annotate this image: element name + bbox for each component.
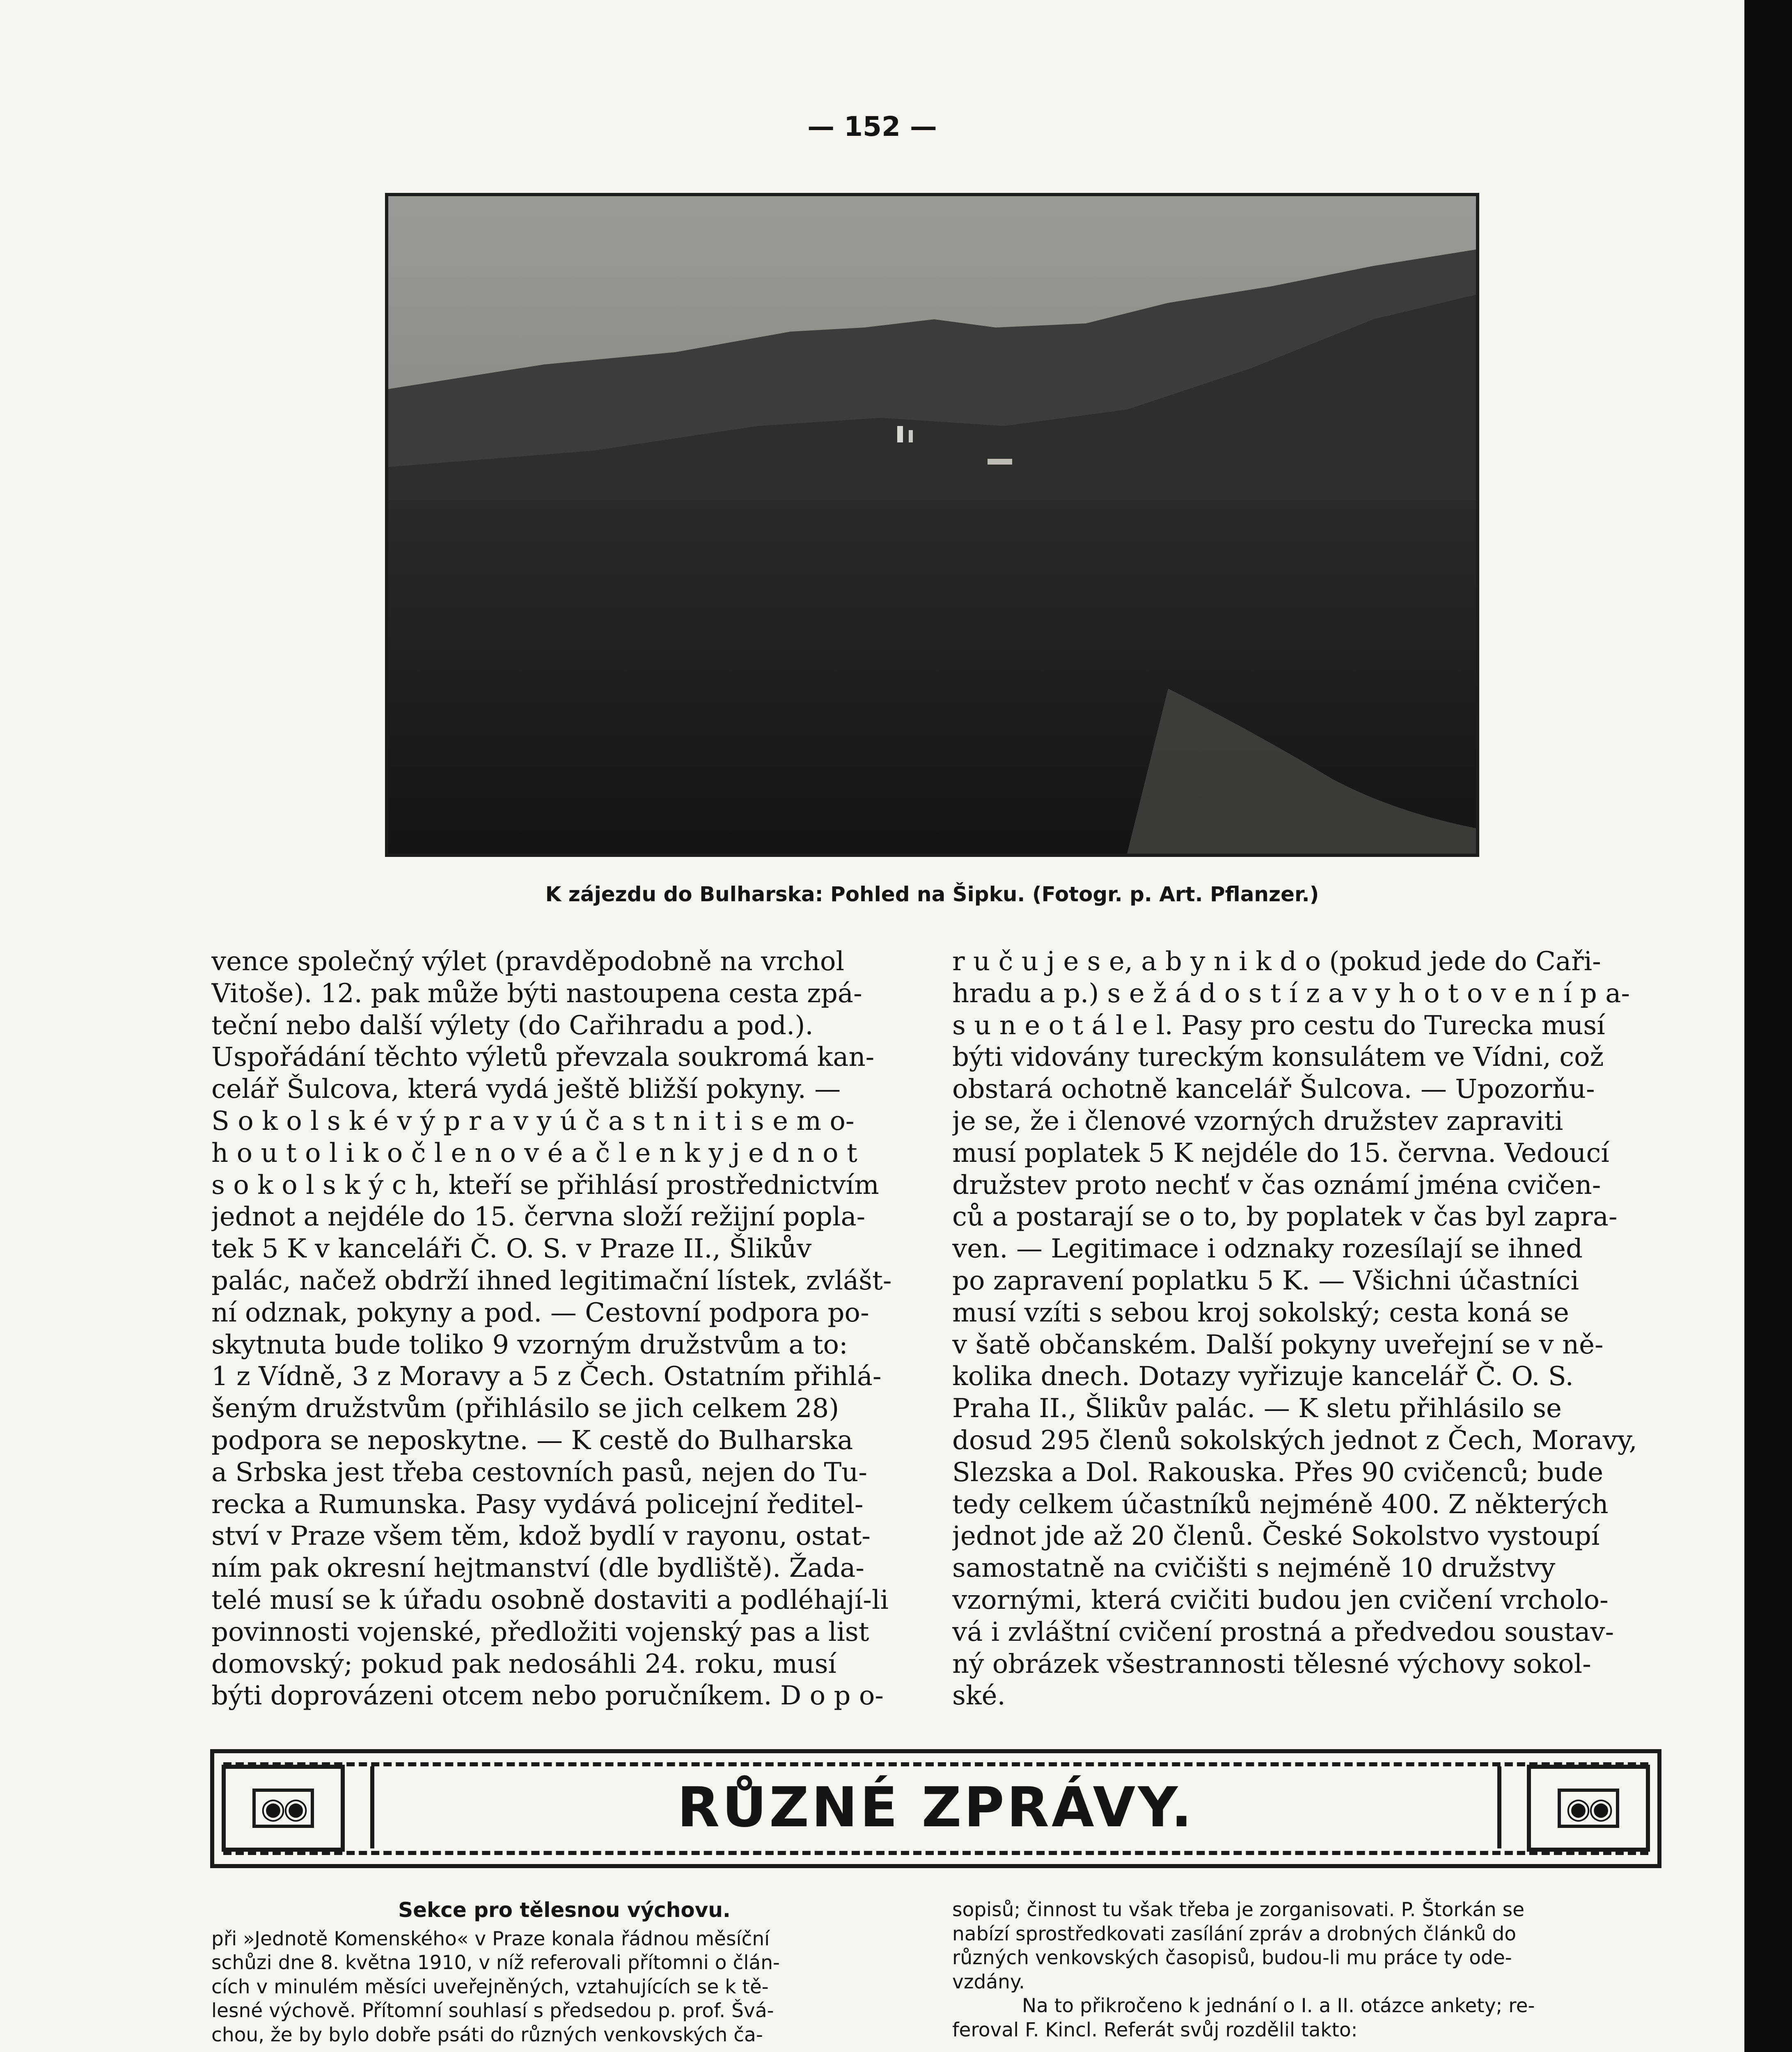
text-line: ské. — [952, 1681, 1006, 1711]
text-line: tedy celkem účastníků nejméně 400. Z některých — [952, 1489, 1609, 1520]
text-line: vzornými, která cvičiti budou jen cvičení vrcholo- — [952, 1585, 1609, 1615]
banner-ornament-right — [1527, 1765, 1650, 1852]
text-line: ním pak okresní hejtmanství (dle bydliště). Žada- — [211, 1553, 864, 1584]
text-line: povinnosti vojenské, předložiti vojenský pas a list — [211, 1617, 869, 1647]
article-right-column — [952, 946, 1658, 1712]
text-line: ců a postarají se o to, by poplatek v čas byl zapra- — [952, 1202, 1618, 1232]
text-line: domovský; pokud pak nedosáhli 24. roku, musí — [211, 1649, 836, 1679]
text-line: Uspořádání těchto výletů převzala soukromá kan- — [211, 1042, 875, 1073]
text-line: musí vzíti s sebou kroj sokolský; cesta koná se — [952, 1297, 1569, 1328]
text-line: s u n e o t á l e l. Pasy pro cestu do Turecka musí — [952, 1010, 1605, 1041]
text-line: vzdány. — [952, 1970, 1025, 1993]
scan-dark-edge — [1744, 0, 1792, 2052]
text-line: obstará ochotně kancelář Šulcova. — Upozorňu- — [952, 1074, 1595, 1105]
text-line: chou, že by bylo dobře psáti do různých venkovských ča- — [211, 2023, 763, 2046]
text-line: 1 z Vídně, 3 z Moravy a 5 z Čech. Ostatním přihlá- — [211, 1361, 882, 1392]
text-line: jednot jde až 20 členů. České Sokolstvo vystoupí — [952, 1521, 1600, 1552]
text-line: cích v minulém měsíci uveřejněných, vztahujících se k tě- — [211, 1975, 769, 1998]
text-line: šeným družstvům (přihlásilo se jich celkem 28) — [211, 1393, 839, 1424]
text-line: ný obrázek všestrannosti tělesné výchovy sokol- — [952, 1649, 1591, 1679]
text-line: samostatně na cvičišti s nejméně 10 družstvy — [952, 1553, 1556, 1584]
text-line: podpora se neposkytne. — K cestě do Bulharska — [211, 1425, 853, 1456]
text-line: r u č u j e s e, a b y n i k d o (pokud jede do Caři- — [952, 946, 1601, 977]
text-line: Na to přikročeno k jednání o I. a II. otázce ankety; re- — [1022, 1995, 1535, 2017]
article-left-column — [211, 946, 917, 1712]
news-heading: Sekce pro tělesnou výchovu. — [398, 1898, 731, 1922]
text-line: musí poplatek 5 K nejdéle do 15. června. Vedoucí — [952, 1138, 1609, 1168]
text-line: h o u t o l i k o č l e n o v é a č l e n k y j e d n o t — [211, 1138, 857, 1168]
news-right-column — [952, 1898, 1658, 2042]
text-line: kolika dnech. Dotazy vyřizuje kancelář Č. O. S. — [952, 1361, 1574, 1392]
landscape-photo — [385, 193, 1479, 857]
text-line: při »Jednotě Komenského« v Praze konala řádnou měsíční — [211, 1927, 770, 1950]
text-line: s o k o l s k ý c h, kteří se přihlásí prostřednictvím — [211, 1170, 879, 1200]
section-banner — [210, 1749, 1661, 1868]
text-line: ství v Praze všem těm, kdož bydlí v rayonu, ostat- — [211, 1521, 871, 1552]
text-line: a Srbska jest třeba cestovních pasů, nejen do Tu- — [211, 1457, 867, 1488]
text-line: schůzi dne 8. května 1910, v níž referovali přítomni o člán- — [211, 1951, 780, 1974]
text-line: lesné výchově. Přítomní souhlasí s předsedou p. prof. Švá- — [211, 1999, 774, 2022]
text-line: ní odznak, pokyny a pod. — Cestovní podpora po- — [211, 1297, 869, 1328]
text-line: nabízí sprostředkovati zasílání zpráv a drobných článků do — [952, 1922, 1517, 1945]
text-line: telé musí se k úřadu osobně dostaviti a podléhají-li — [211, 1585, 889, 1615]
text-line: různých venkovských časopisů, budou-li mu práce ty ode- — [952, 1947, 1512, 1969]
text-line: vá i zvláštní cvičení prostná a předvedou soustav- — [952, 1617, 1614, 1647]
text-line: po zapravení poplatku 5 K. — Všichni účastníci — [952, 1265, 1579, 1296]
text-line: býti vidovány tureckým konsulátem ve Vídni, což — [952, 1042, 1604, 1073]
photo-caption: K zájezdu do Bulharska: Pohled na Šipku. (Fotogr. p. Art. Pflanzer.) — [545, 882, 1319, 906]
text-line: v šatě občanském. Další pokyny uveřejní se v ně- — [952, 1329, 1604, 1360]
section-title: RŮZNÉ ZPRÁVY. — [370, 1766, 1501, 1848]
text-line: skytnuta bude toliko 9 vzorným družstvům a to: — [211, 1329, 848, 1360]
text-line: je se, že i členové vzorných družstev zapraviti — [952, 1106, 1563, 1136]
ornament-icon: ◉◉ — [252, 1789, 314, 1828]
text-line: recka a Rumunska. Pasy vydává policejní ředitel- — [211, 1489, 864, 1520]
text-line: feroval F. Kincl. Referát svůj rozdělil takto: — [952, 2018, 1358, 2041]
ornament-icon: ◉◉ — [1558, 1789, 1619, 1828]
sipka-mountain-image — [388, 196, 1476, 854]
text-line: S o k o l s k é v ý p r a v y ú č a s t n i t i s e m o- — [211, 1106, 855, 1136]
text-line: sopisů; činnost tu však třeba je zorganisovati. P. Štorkán se — [952, 1899, 1525, 1921]
text-line: družstev proto nechť v čas oznámí jména cvičen- — [952, 1170, 1601, 1200]
text-line: teční nebo další výlety (do Cařihradu a pod.). — [211, 1010, 814, 1041]
text-line: Vitoše). 12. pak může býti nastoupena cesta zpá- — [211, 978, 862, 1009]
text-line: býti doprovázeni otcem nebo poručníkem. D o p o- — [211, 1681, 884, 1711]
text-line: jednot a nejdéle do 15. června složí režijní popla- — [211, 1202, 866, 1232]
text-line: hradu a p.) s e ž á d o s t í z a v y h o t o v e n í p a- — [952, 978, 1630, 1009]
text-line: Slezska a Dol. Rakouska. Přes 90 cvičenců; bude — [952, 1457, 1604, 1488]
text-line: Praha II., Šlikův palác. — K sletu přihlásilo se — [952, 1393, 1562, 1424]
text-line: ven. — Legitimace i odznaky rozesílají se ihned — [952, 1234, 1583, 1264]
banner-ornament-left — [222, 1765, 345, 1852]
text-line: celář Šulcova, která vydá ještě bližší pokyny. — — [211, 1074, 841, 1105]
news-left-column — [211, 1898, 917, 2047]
text-line: vence společný výlet (pravděpodobně na vrchol — [211, 946, 844, 977]
text-line: tek 5 K v kanceláři Č. O. S. v Praze II., Šlikův — [211, 1234, 812, 1264]
text-line: dosud 295 členů sokolských jednot z Čech, Moravy, — [952, 1425, 1637, 1456]
page-number: — 152 — — [807, 111, 937, 142]
text-line: palác, načež obdrží ihned legitimační lístek, zvlášt- — [211, 1265, 892, 1296]
